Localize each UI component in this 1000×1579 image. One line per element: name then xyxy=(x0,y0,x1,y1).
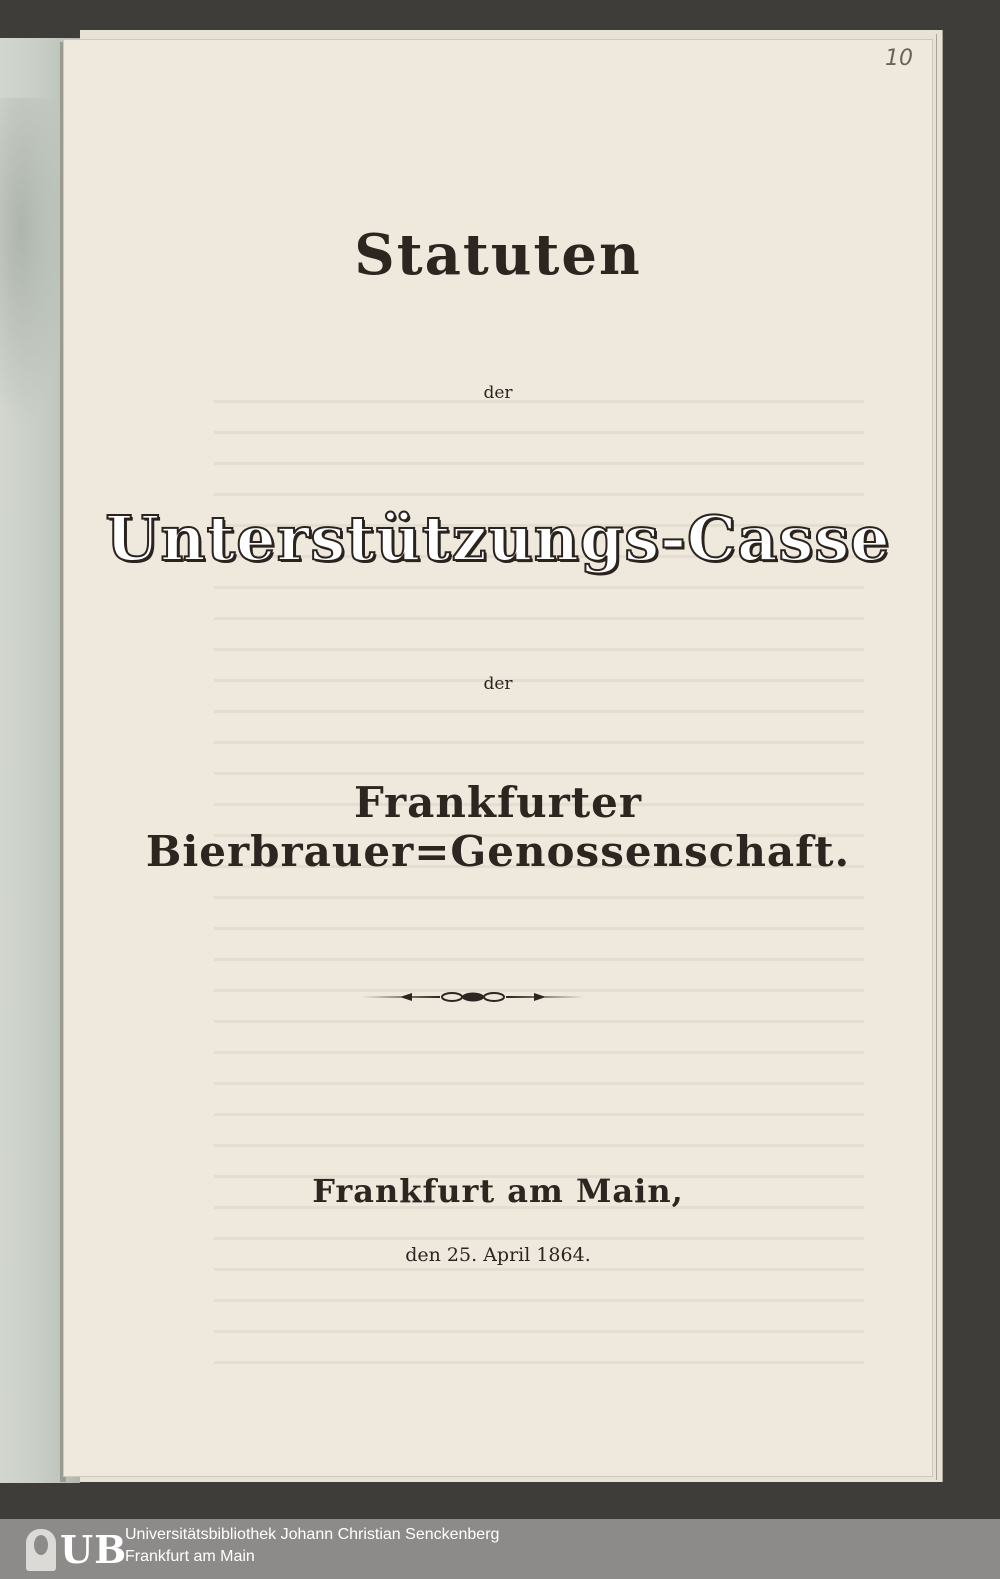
library-city: Frankfurt am Main xyxy=(125,1548,255,1565)
library-name: Universitätsbibliothek Johann Christian Senckenberg xyxy=(125,1526,500,1543)
ub-logo: UB xyxy=(60,1527,128,1572)
senckenberg-portrait-icon xyxy=(26,1529,56,1571)
publication-date: den 25. April 1864. xyxy=(405,1244,591,1266)
ornamental-divider xyxy=(360,987,586,1007)
handwritten-page-number: 10 xyxy=(885,46,913,71)
place-of-publication: Frankfurt am Main, xyxy=(312,1172,684,1210)
fund-name: Unterstützungs-Casse xyxy=(105,502,891,575)
library-footer-bar xyxy=(0,1519,1000,1579)
document-title: Statuten xyxy=(354,222,642,288)
connector-text: der xyxy=(483,383,513,403)
connector-text: der xyxy=(483,674,513,694)
society-name: Frankfurter Bierbrauer=Genossenschaft. xyxy=(145,778,851,876)
